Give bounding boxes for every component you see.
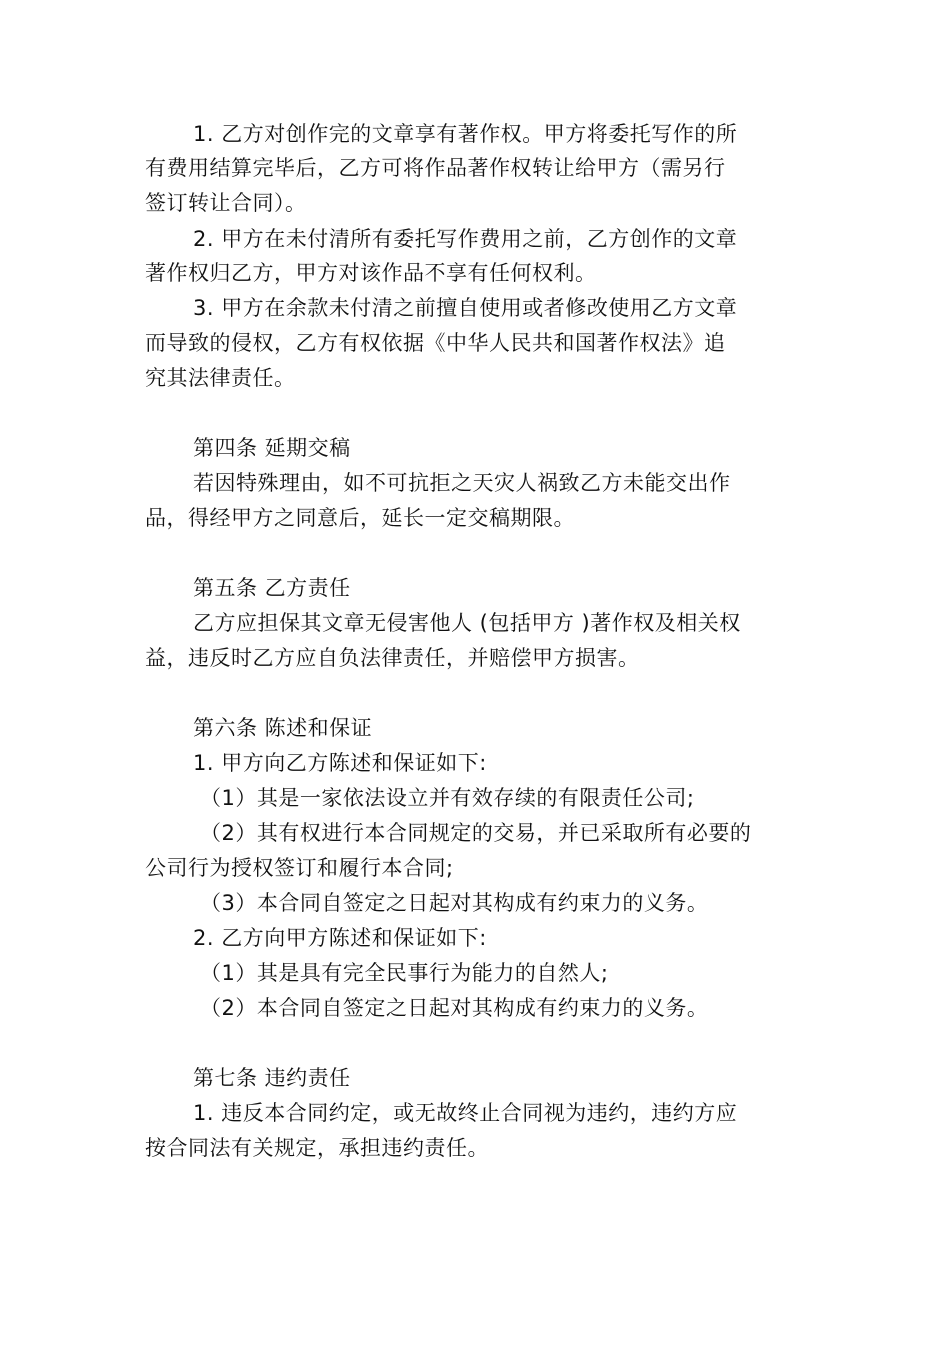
article-6-heading: 第六条 陈述和保证 (193, 716, 373, 740)
article-6-party-a-intro: 1. 甲方向乙方陈述和保证如下: (193, 751, 487, 775)
article-6-party-a-item-2-line-1: （2）其有权进行本合同规定的交易，并已采取所有必要的 (200, 821, 752, 845)
clause-1-line-2: 有费用结算完毕后，乙方可将作品著作权转让给甲方（需另行 (145, 156, 726, 180)
clause-2-line-2: 著作权归乙方，甲方对该作品不享有任何权利。 (145, 261, 597, 285)
article-4-heading: 第四条 延期交稿 (193, 436, 351, 460)
article-6-party-a-item-2-line-2: 公司行为授权签订和履行本合同; (145, 856, 454, 880)
article-6-party-a-item-3: （3）本合同自签定之日起对其构成有约束力的义务。 (200, 891, 709, 915)
clause-1-line-1: 1. 乙方对创作完的文章享有著作权。甲方将委托写作的所 (193, 122, 738, 146)
clause-3-line-2: 而导致的侵权，乙方有权依据《中华人民共和国著作权法》追 (145, 331, 726, 355)
clause-3-line-3: 究其法律责任。 (145, 366, 296, 390)
article-6-party-b-item-1: （1）其是具有完全民事行为能力的自然人; (200, 961, 609, 985)
article-7-clause-1-line-1: 1. 违反本合同约定，或无故终止合同视为违约，违约方应 (193, 1101, 738, 1125)
article-6-party-b-intro: 2. 乙方向甲方陈述和保证如下: (193, 926, 487, 950)
clause-1-line-3: 签订转让合同）。 (145, 191, 307, 215)
article-6-party-a-item-1: （1）其是一家依法设立并有效存续的有限责任公司; (200, 786, 695, 810)
article-4-paragraph-line-2: 品，得经甲方之同意后，延长一定交稿期限。 (145, 506, 575, 530)
article-7-clause-1-line-2: 按合同法有关规定，承担违约责任。 (145, 1136, 489, 1160)
article-5-heading: 第五条 乙方责任 (193, 576, 351, 600)
article-5-paragraph-line-1: 乙方应担保其文章无侵害他人 (包括甲方 )著作权及相关权 (193, 611, 741, 635)
article-6-party-b-item-2: （2）本合同自签定之日起对其构成有约束力的义务。 (200, 996, 709, 1020)
article-5-paragraph-line-2: 益，违反时乙方应自负法律责任，并赔偿甲方损害。 (145, 646, 640, 670)
clause-2-line-1: 2. 甲方在未付清所有委托写作费用之前，乙方创作的文章 (193, 227, 738, 251)
article-4-paragraph-line-1: 若因特殊理由，如不可抗拒之天灾人祸致乙方未能交出作 (193, 471, 731, 495)
article-7-heading: 第七条 违约责任 (193, 1066, 351, 1090)
clause-3-line-1: 3. 甲方在余款未付清之前擅自使用或者修改使用乙方文章 (193, 296, 738, 320)
